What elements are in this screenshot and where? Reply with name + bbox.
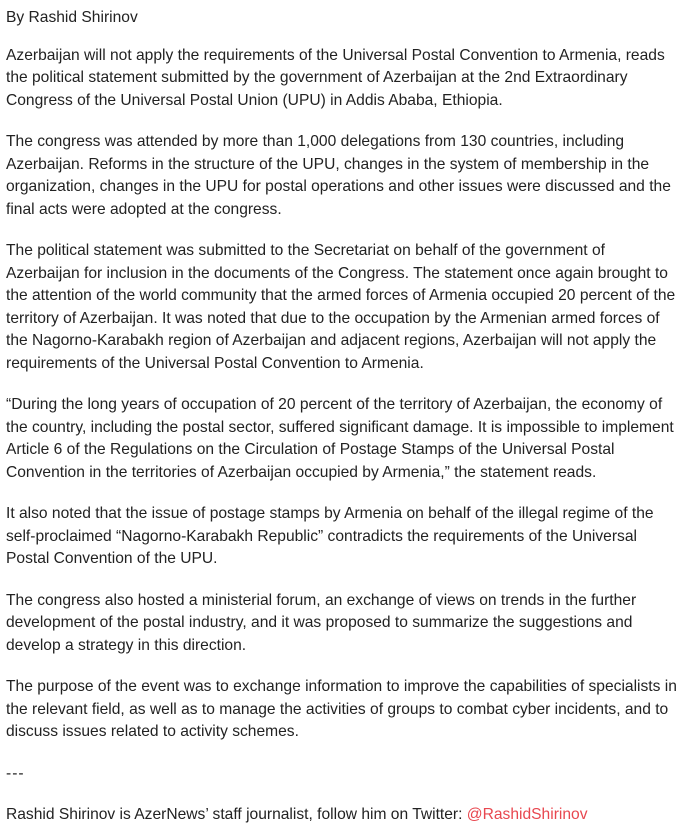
paragraph-7: The purpose of the event was to exchange information to improve the capabilities of specialists in the relevant field, as well as to manage the activities of groups to combat cyber incidents, and to discuss issues related to activity schemes. [6, 678, 677, 740]
paragraph-2: The congress was attended by more than 1,000 delegations from 130 countries, including Azerbaijan. Reforms in the structure of the UPU, changes in the system of membership in the organization, changes in the UPU for postal operations and other issues were discussed and the final acts were adopted at the congress. [6, 133, 671, 218]
twitter-handle-link[interactable]: @RashidShirinov [466, 806, 588, 823]
byline: By Rashid Shirinov [6, 9, 138, 26]
separator: --- [6, 764, 25, 782]
author-footer [6, 804, 677, 827]
paragraph-6: The congress also hosted a ministerial forum, an exchange of views on trends in the further development of the postal industry, and it was proposed to summarize the suggestions and develop a strategy in this direction. [6, 591, 637, 654]
paragraph-4: “During the long years of occupation of 20 percent of the territory of Azerbaijan, the economy of the country, including the postal sector, suffered significant damage. It is impossible to implement Article 6 of the Regulations on the Circulation of Postage Stamps of the Universal Postal Convention in the territories of Azerbaijan occupied by Armenia,” the statement reads. [6, 396, 674, 481]
paragraph-5: It also noted that the issue of postage stamps by Armenia on behalf of the illegal regime of the self-proclaimed “Nagorno-Karabakh Republic” contradicts the requirements of the Universal Postal Convention of the UPU. [6, 505, 654, 567]
paragraph-1: Azerbaijan will not apply the requirements of the Universal Postal Convention to Armenia, reads the political statement submitted by the government of Azerbaijan at the 2nd Extraordinary Congress of the Universal Postal Union (UPU) in Addis Ababa, Ethiopia. [6, 46, 665, 109]
author-footer-text: Rashid Shirinov is AzerNews’ staff journalist, follow him on Twitter: [6, 806, 467, 823]
paragraph-3: The political statement was submitted to the Secretariat on behalf of the government of Azerbaijan for inclusion in the documents of the Congress. The statement once again brought to the attention of the world community that the armed forces of Armenia occupied 20 percent of the territory of Azerbaijan. It was noted that due to the occupation by the Armenian armed forces of the Nagorno-Karabakh region of Azerbaijan and adjacent regions, Azerbaijan will not apply the requirements of the Universal Postal Convention to Armenia. [6, 242, 676, 372]
